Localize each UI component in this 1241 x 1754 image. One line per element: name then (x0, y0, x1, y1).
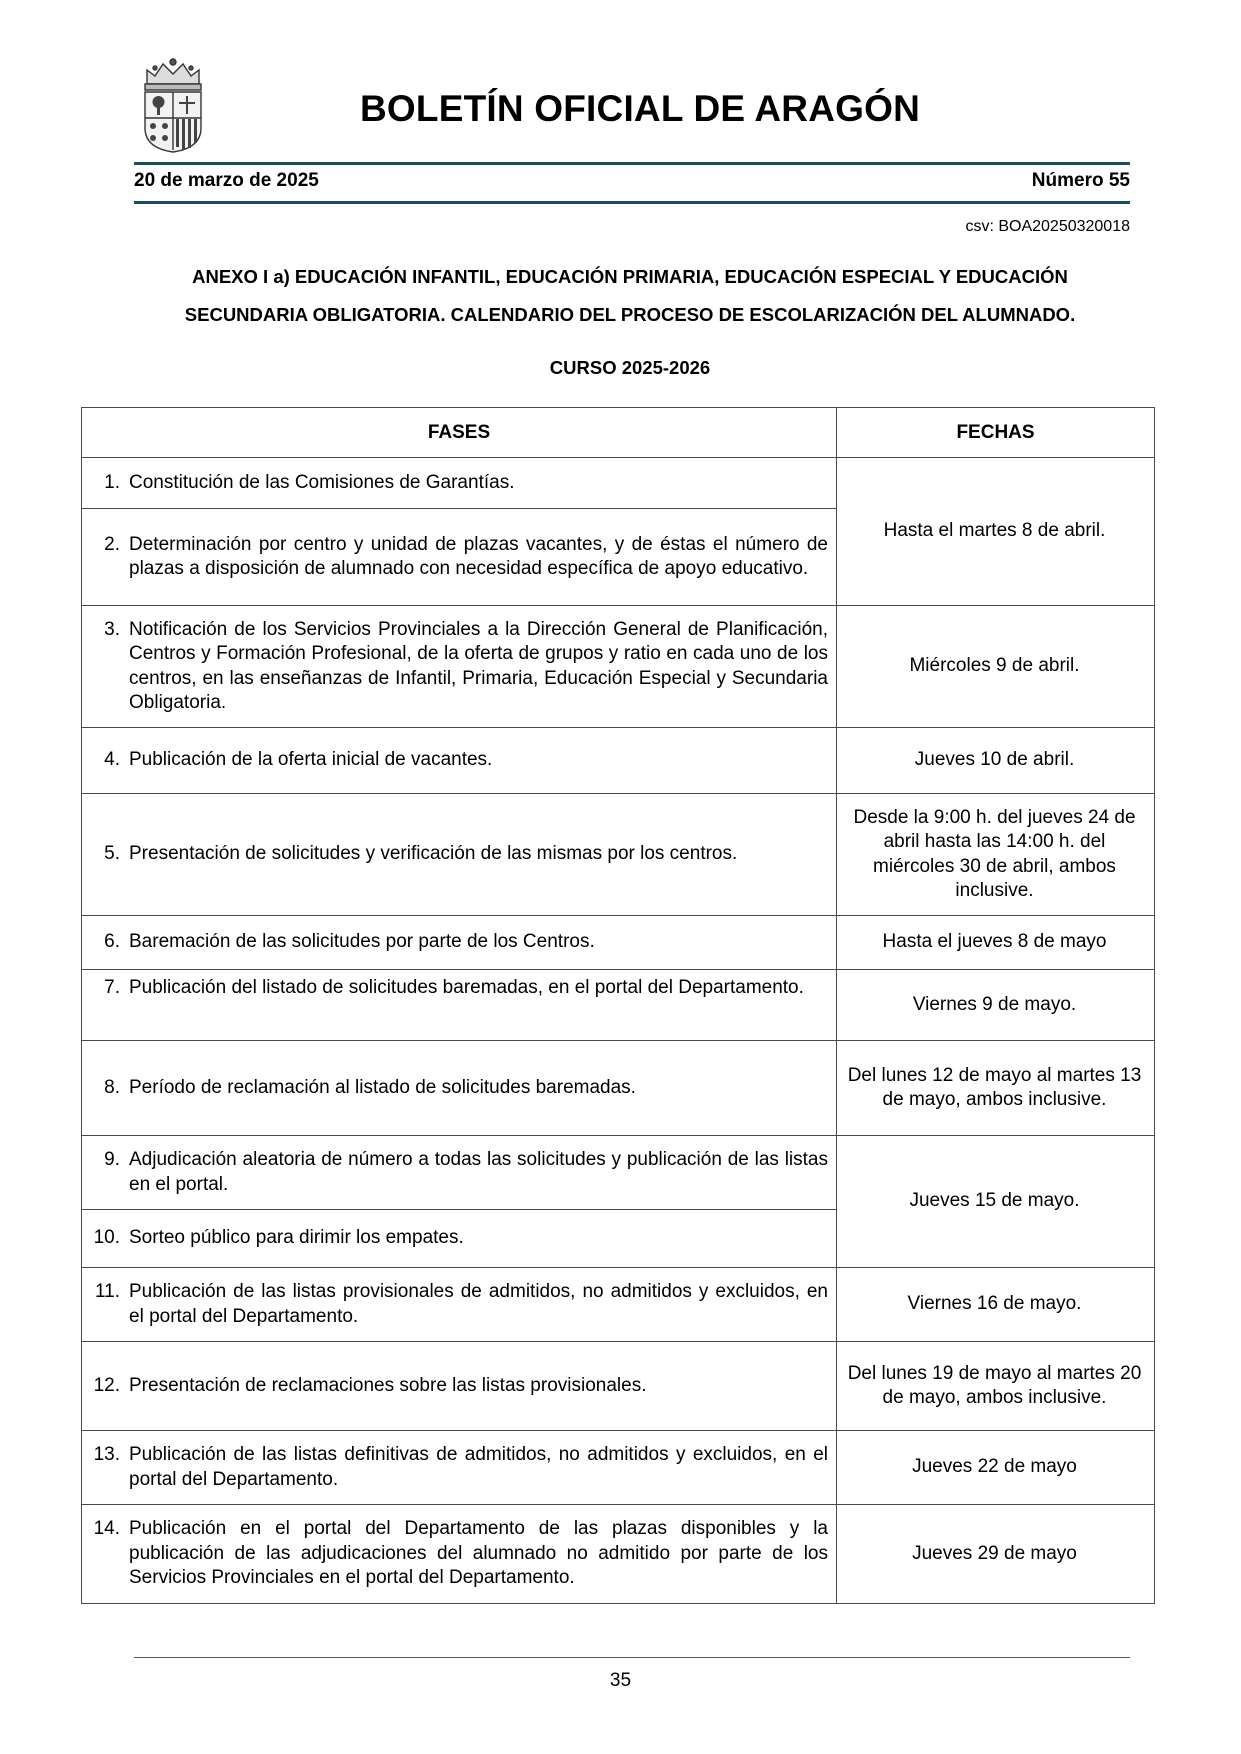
date-cell: Viernes 16 de mayo. (837, 1268, 1155, 1342)
phase-text: Determinación por centro y unidad de plazas vacantes, y de éstas el número de plazas a disposición de alumnado con necesidad específica de apoyo educativo. (129, 533, 828, 579)
date-cell: Jueves 22 de mayo (837, 1431, 1155, 1505)
phase-text: Presentación de reclamaciones sobre las listas provisionales. (129, 1374, 647, 1396)
phase-number: 9. (104, 1149, 120, 1170)
csv-code: csv: BOA20250320018 (965, 218, 1130, 235)
phase-text: Constitución de las Comisiones de Garantías. (129, 471, 515, 493)
phase-number: 5. (104, 843, 120, 865)
date-cell: Del lunes 12 de mayo al martes 13 de mayo, ambos inclusive. (837, 1041, 1155, 1136)
phase-text: Notificación de los Servicios Provinciales a la Dirección General de Planificación, Centros y Formación Profesional, de la oferta de grupos y ratio en cada uno de los centros, en las enseñanzas de Infantil, Primaria, Educación Especial y Secundaria Obligatoria. (129, 618, 828, 713)
date-cell: Hasta el martes 8 de abril. (837, 458, 1155, 606)
phase-number: 10. (93, 1227, 120, 1249)
phase-number: 14. (93, 1518, 120, 1540)
header-bottom-rule (134, 201, 1130, 204)
phase-number: 7. (104, 977, 120, 998)
phase-cell (82, 509, 837, 606)
date-cell: Desde la 9:00 h. del jueves 24 de abril hasta las 14:00 h. del miércoles 30 de abril, ambos inclusive. (837, 794, 1155, 916)
phase-number: 8. (104, 1076, 120, 1098)
page-number: 35 (609, 1670, 632, 1691)
phase-text: Publicación de la oferta inicial de vacantes. (129, 749, 493, 771)
table-row (82, 728, 1155, 794)
column-header-dates: FECHAS (837, 408, 1155, 458)
table-header-row (82, 408, 1155, 458)
phase-text: Presentación de solicitudes y verificación de las mismas por los centros. (129, 843, 738, 865)
table-row (82, 1041, 1155, 1136)
phase-cell (82, 1431, 837, 1505)
phase-cell (82, 1136, 837, 1210)
date-cell: Jueves 10 de abril. (837, 728, 1155, 794)
phase-number: 13. (93, 1444, 120, 1465)
date-cell: Viernes 9 de mayo. (837, 970, 1155, 1041)
phase-text: Publicación en el portal del Departamento de las plazas disponibles y la publicación de las adjudicaciones del alumnado no admitido por parte de los Servicios Provinciales en el portal del Departamento. (129, 1518, 828, 1589)
date-cell: Del lunes 19 de mayo al martes 20 de mayo, ambos inclusive. (837, 1342, 1155, 1431)
phase-number: 3. (104, 618, 120, 640)
table-row (82, 1342, 1155, 1431)
table-row (82, 1268, 1155, 1342)
phase-text: Adjudicación aleatoria de número a todas las solicitudes y publicación de las listas en el portal. (129, 1149, 828, 1195)
annex-title (110, 258, 1150, 334)
phase-cell (82, 606, 837, 728)
phase-cell (82, 1342, 837, 1431)
table-row (82, 1136, 1155, 1210)
phase-text: Baremación de las solicitudes por parte de los Centros. (129, 931, 595, 953)
footer-rule (134, 1657, 1130, 1658)
phase-number: 6. (104, 931, 120, 953)
phase-text: Sorteo público para dirimir los empates. (129, 1227, 464, 1249)
publication-date: 20 de marzo de 2025 (134, 170, 319, 191)
phase-cell (82, 458, 837, 509)
phase-cell (82, 794, 837, 916)
table-row (82, 1431, 1155, 1505)
phase-cell (82, 1505, 837, 1604)
course-heading: CURSO 2025-2026 (549, 357, 711, 378)
table-row (82, 794, 1155, 916)
phase-text: Período de reclamación al listado de solicitudes baremadas. (129, 1076, 636, 1098)
phase-cell (82, 728, 837, 794)
phase-cell (82, 1268, 837, 1342)
phase-text: Publicación de las listas definitivas de admitidos, no admitidos y excluidos, en el portal del Departamento. (129, 1444, 828, 1490)
date-cell: Jueves 15 de mayo. (837, 1136, 1155, 1268)
table-row (82, 916, 1155, 970)
phase-number: 12. (93, 1374, 120, 1396)
date-cell: Miércoles 9 de abril. (837, 606, 1155, 728)
bulletin-number: Número 55 (1031, 170, 1130, 191)
table-row (82, 458, 1155, 509)
table-row (82, 1505, 1155, 1604)
annex-title-line-1: ANEXO I a) EDUCACIÓN INFANTIL, EDUCACIÓN PRIMARIA, EDUCACIÓN ESPECIAL Y EDUCACIÓN (192, 266, 1068, 287)
phase-cell (82, 970, 837, 1041)
aragon-coat-of-arms-logo (139, 56, 207, 154)
phase-text: Publicación del listado de solicitudes baremadas, en el portal del Departamento. (129, 977, 804, 998)
bulletin-title: BOLETÍN OFICIAL DE ARAGÓN (360, 88, 920, 129)
phase-text: Publicación de las listas provisionales de admitidos, no admitidos y excluidos, en el portal del Departamento. (129, 1281, 828, 1327)
phase-cell (82, 916, 837, 970)
phase-number: 4. (104, 749, 120, 771)
date-cell: Jueves 29 de mayo (837, 1505, 1155, 1604)
date-cell: Hasta el jueves 8 de mayo (837, 916, 1155, 970)
header-top-rule (134, 162, 1130, 165)
column-header-phases: FASES (82, 408, 837, 458)
phase-number: 2. (104, 533, 120, 555)
phase-cell (82, 1210, 837, 1268)
schooling-calendar-table (81, 407, 1155, 1604)
phase-number: 11. (94, 1281, 120, 1302)
phase-number: 1. (104, 471, 120, 493)
phase-cell (82, 1041, 837, 1136)
table-row (82, 970, 1155, 1041)
table-row (82, 606, 1155, 728)
annex-title-line-2: SECUNDARIA OBLIGATORIA. CALENDARIO DEL PROCESO DE ESCOLARIZACIÓN DEL ALUMNADO. (184, 304, 1076, 325)
